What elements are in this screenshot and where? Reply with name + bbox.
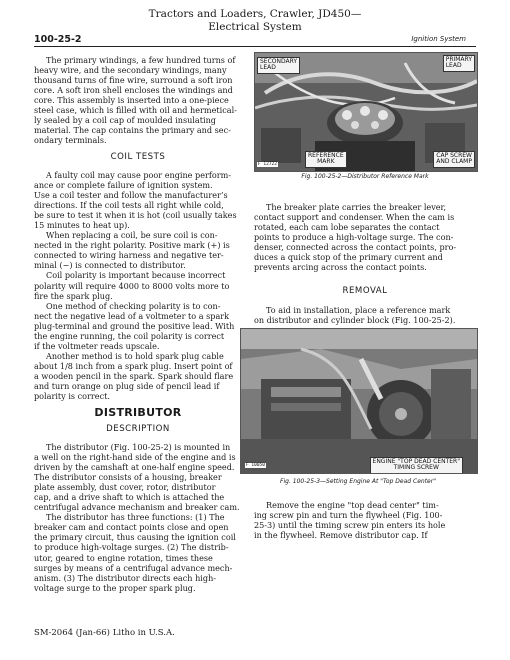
text-line: if the voltmeter reads upscale. xyxy=(34,340,160,351)
text-line: on distributor and cylinder block (Fig. 100-25-2). xyxy=(254,315,456,326)
engine-photo xyxy=(240,328,478,474)
text-line: about 1/8 inch from a spark plug. Insert point of xyxy=(34,360,233,371)
text-line: the engine running, the coil polarity is correct xyxy=(34,330,225,341)
text-line: heavy wire, and the secondary windings, many xyxy=(34,65,227,76)
section-label: Ignition System xyxy=(411,35,466,43)
text-line: Use a coil tester and follow the manufacturer’s xyxy=(34,190,228,201)
text-line: prevents arcing across the contact points. xyxy=(254,262,427,273)
text-line: contact support and condenser. When the cam is xyxy=(254,212,455,223)
text-line: utor, geared to engine rotation, times these xyxy=(34,552,213,563)
breaker-plate-text xyxy=(254,202,476,272)
text-line: the primary circuit, thus causing the ignition coil xyxy=(34,532,236,543)
text-line: duces a quick stop of the primary current and xyxy=(254,252,443,263)
text-line: steel case, which is filled with oil and hermetical- xyxy=(34,105,237,116)
text-line: The distributor consists of a housing, breaker xyxy=(34,472,222,483)
text-line: to produce high-voltage surges. (2) The distrib- xyxy=(34,542,229,553)
coil-tests-text xyxy=(34,170,242,401)
text-line: The breaker plate carries the breaker lever, xyxy=(266,202,447,212)
page-number: 100-25-2 xyxy=(34,34,82,45)
figure-number: F 10050 xyxy=(246,463,265,468)
removal-heading: REMOVAL xyxy=(342,286,388,296)
text-line: points to produce a high-voltage surge. The con- xyxy=(254,232,454,243)
text-line: core. This assembly is inserted into a one-piece xyxy=(34,95,229,106)
text-line: When replacing a coil, be sure coil is con- xyxy=(46,230,218,241)
text-line: rotated, each cam lobe separates the contact xyxy=(254,222,440,233)
text-line: cap, and a drive shaft to which is attached the xyxy=(34,492,225,503)
reference-mark-label: REFERENCE MARK xyxy=(305,151,347,168)
text-line: plug-terminal and ground the positive lead. With xyxy=(34,320,235,331)
text-line: centrifugal advance mechanism and breaker cam. xyxy=(34,502,240,513)
timing-screw-label: ENGINE "TOP DEAD CENTER" TIMING SCREW xyxy=(370,457,463,474)
distributor-heading: DISTRIBUTOR xyxy=(94,406,182,419)
header-rule xyxy=(34,46,476,47)
text-line: core. A soft iron shell encloses the windings and xyxy=(34,85,233,96)
description-text xyxy=(34,442,242,593)
text-line: ondary terminals. xyxy=(34,135,107,146)
text-line: a well on the right-hand side of the engine and is xyxy=(34,452,236,463)
text-line: thousand turns of fine wire, surround a soft iron xyxy=(34,75,233,86)
removal-text xyxy=(254,305,476,325)
figure-number: F 12722 xyxy=(258,162,277,167)
text-line: The distributor (Fig. 100-25-2) is mounted in xyxy=(46,442,231,452)
primary-lead-label: PRIMARY LEAD xyxy=(443,55,475,72)
distributor-photo xyxy=(254,52,478,172)
text-line: denser, connected across the contact points, pro- xyxy=(254,242,457,253)
text-line: Remove the engine "top dead center" tim- xyxy=(266,500,439,510)
remove-text xyxy=(254,500,476,540)
description-heading: DESCRIPTION xyxy=(106,424,170,434)
text-line: The primary windings, a few hundred turns of xyxy=(46,55,236,65)
footer-note: SM-2064 (Jan-66) Litho in U.S.A. xyxy=(34,628,175,638)
text-line: One method of checking polarity is to con- xyxy=(46,300,221,311)
text-line: ly sealed by a coil cap of moulded insulating xyxy=(34,115,216,126)
text-line: connected to wiring harness and negative ter- xyxy=(34,250,224,261)
text-line: directions. If the coil tests all right while cold, xyxy=(34,200,224,211)
text-line: anism. (3) The distributor directs each high- xyxy=(34,572,217,583)
text-line: a wooden pencil in the spark. Spark should flare xyxy=(34,370,234,381)
text-line: A faulty coil may cause poor engine perform- xyxy=(46,170,232,180)
text-line: Another method is to hold spark plug cable xyxy=(46,350,224,361)
text-line: Coil polarity is important because incorrect xyxy=(46,270,226,281)
text-line: plate assembly, dust cover, rotor, distributor xyxy=(34,482,216,493)
text-line: polarity is correct. xyxy=(34,391,110,402)
text-line: To aid in installation, place a reference mark xyxy=(266,305,451,315)
text-line: material. The cap contains the primary and sec- xyxy=(34,125,231,136)
secondary-lead-label: SECONDARY LEAD xyxy=(257,57,300,74)
figure-caption: Fig. 100-25-3—Setting Engine At "Top Dead Center" xyxy=(280,478,436,485)
coil-tests-heading: COIL TESTS xyxy=(110,152,166,162)
figure-caption: Fig. 100-25-2—Distributor Reference Mark xyxy=(301,173,429,180)
text-line: driven by the camshaft at one-half engine speed. xyxy=(34,462,235,473)
text-line: minal (−) is connected to distributor. xyxy=(34,260,186,271)
text-line: ance or complete failure of ignition system. xyxy=(34,180,213,191)
text-line: ing screw pin and turn the flywheel (Fig. 100- xyxy=(254,510,443,521)
text-line: nect the negative lead of a voltmeter to a spark xyxy=(34,310,230,321)
text-line: polarity will require 4000 to 8000 volts more to xyxy=(34,280,230,291)
cap-screw-label: CAP SCREW AND CLAMP xyxy=(433,151,475,168)
text-line: voltage surge to the proper spark plug. xyxy=(34,582,196,593)
text-line: 25-3) until the timing screw pin enters its hole xyxy=(254,520,446,531)
text-line: be sure to test it when it is hot (coil usually takes xyxy=(34,210,237,221)
text-line: breaker cam and contact points close and open xyxy=(34,522,229,533)
document-title: Tractors and Loaders, Crawler, JD450— xyxy=(148,8,362,20)
text-line: fire the spark plug. xyxy=(34,290,113,301)
text-line: and turn orange on plug side of pencil lead if xyxy=(34,380,220,391)
text-line: The distributor has three functions: (1) The xyxy=(46,512,225,523)
engine-illustration xyxy=(241,329,477,473)
text-line: surges by means of a centrifugal advance mech- xyxy=(34,562,233,573)
text-line: nected in the right polarity. Positive mark (+) is xyxy=(34,240,230,251)
intro-paragraph xyxy=(34,55,242,145)
document-subtitle: Electrical System xyxy=(208,21,302,33)
text-line: 15 minutes to heat up). xyxy=(34,220,130,231)
text-line: in the flywheel. Remove distributor cap. If xyxy=(254,530,428,541)
